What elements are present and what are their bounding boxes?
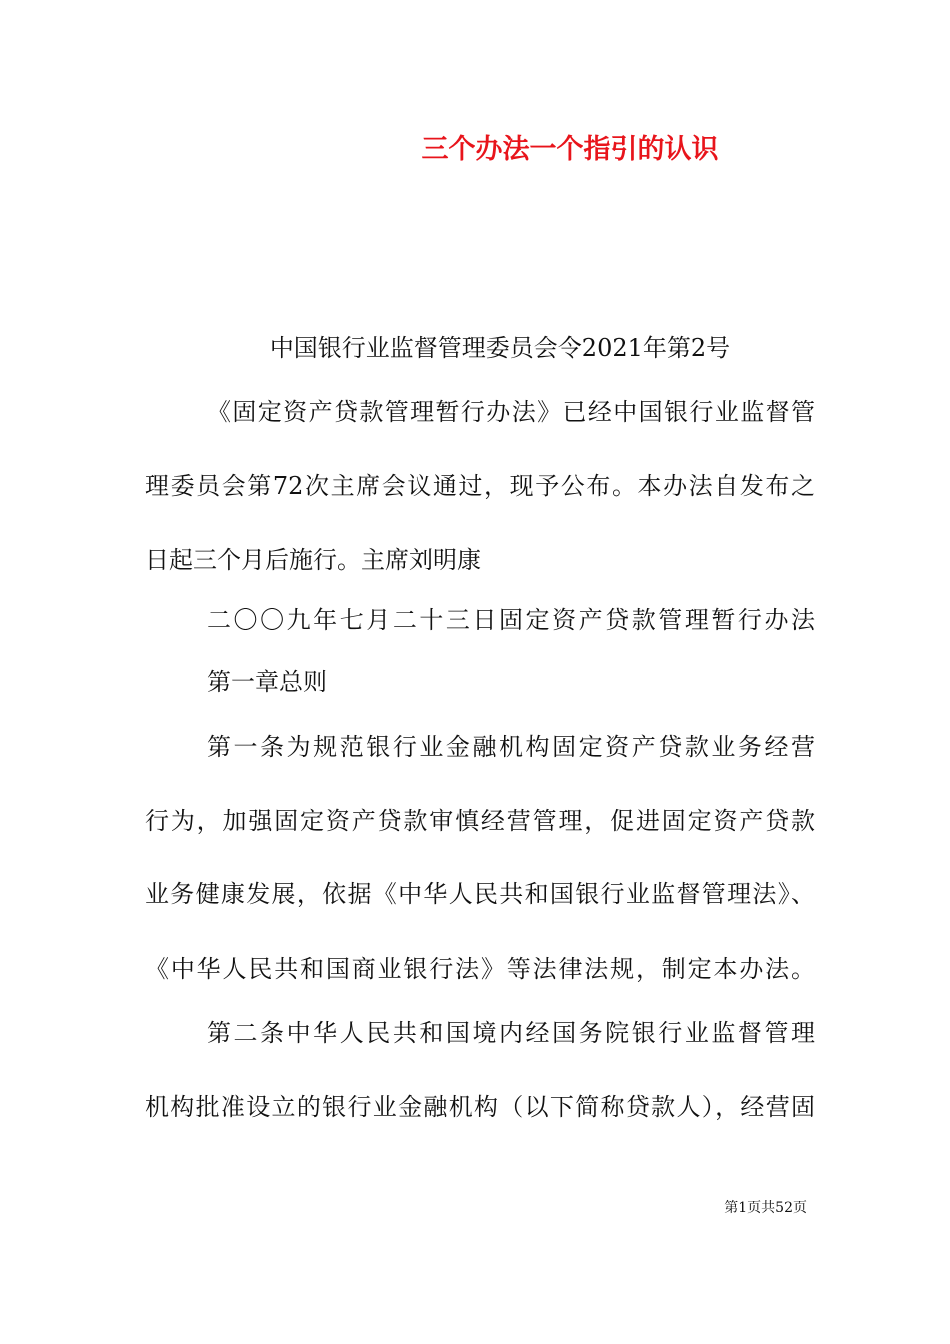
chapter-heading: 第一章总则: [207, 668, 327, 696]
paragraph-line: 《固定资产贷款管理暂行办法》已经中国银行业监督管: [207, 398, 815, 426]
article-line: 第一条为规范银行业金融机构固定资产贷款业务经营: [207, 733, 815, 761]
article-line: 第二条中华人民共和国境内经国务院银行业监督管理: [207, 1019, 815, 1047]
page-number: 第1页共52页: [724, 1200, 807, 1216]
order-number-line: 中国银行业监督管理委员会令2021年第2号: [269, 334, 731, 362]
paragraph-line: 理委员会第72次主席会议通过，现予公布。本办法自发布之: [145, 472, 815, 500]
article-line: 业务健康发展，依据《中华人民共和国银行业监督管理法》、: [145, 880, 815, 908]
article-line: 《中华人民共和国商业银行法》等法律法规，制定本办法。: [145, 955, 815, 983]
date-line: 二〇〇九年七月二十三日固定资产贷款管理暂行办法: [207, 606, 815, 634]
article-line: 机构批准设立的银行业金融机构（以下简称贷款人），经营固: [145, 1093, 815, 1121]
article-line: 行为，加强固定资产贷款审慎经营管理，促进固定资产贷款: [145, 807, 815, 835]
paragraph-line: 日起三个月后施行。主席刘明康: [145, 546, 481, 574]
document-title: 三个办法一个指引的认识: [421, 134, 719, 165]
